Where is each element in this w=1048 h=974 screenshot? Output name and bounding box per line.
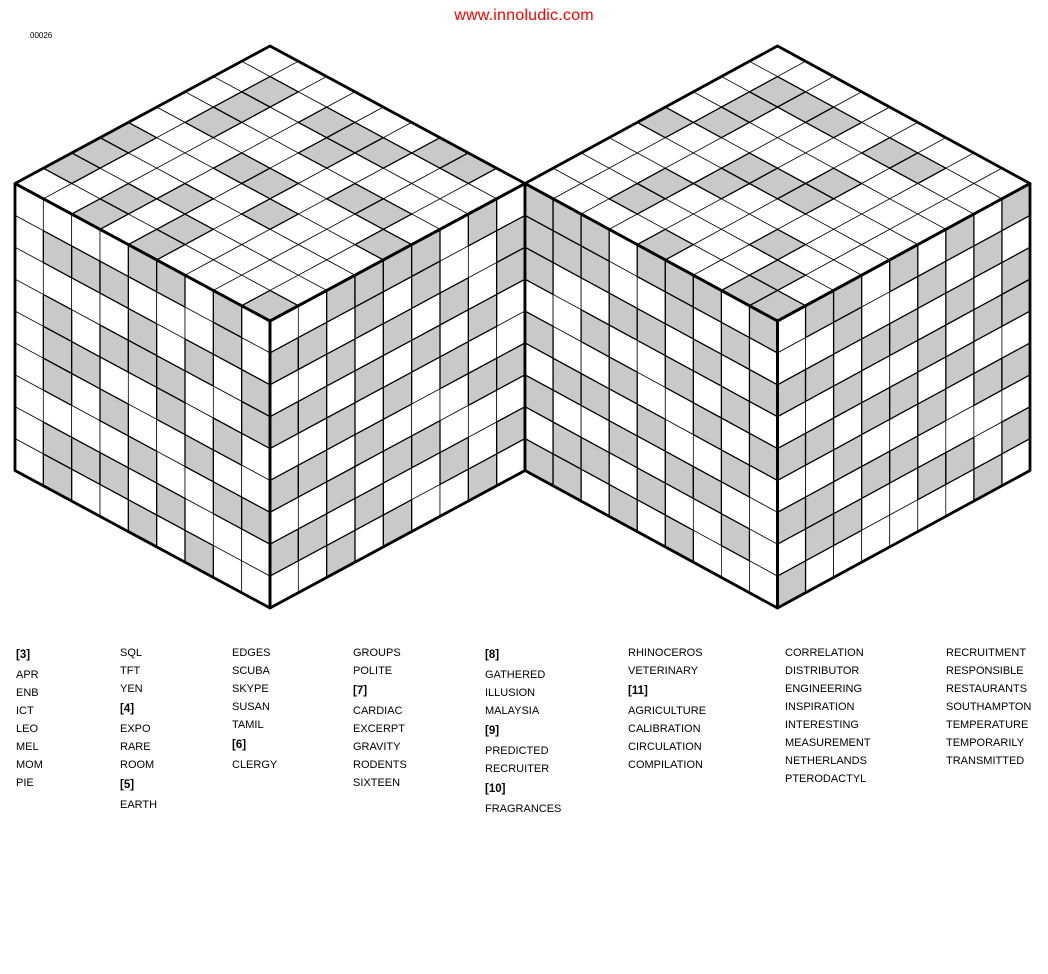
- word-item: CALIBRATION: [628, 723, 701, 735]
- word-item: SIXTEEN: [353, 777, 401, 789]
- word-list-column-5: [485, 644, 561, 818]
- word-item: ROOM: [120, 759, 155, 771]
- word-item: SOUTHAMPTON: [946, 701, 1032, 713]
- word-list-column-7: [785, 644, 871, 788]
- word-item: CARDIAC: [353, 705, 403, 717]
- word-item: APR: [16, 669, 39, 681]
- word-item: TAMIL: [232, 719, 264, 731]
- word-item: SQL: [120, 647, 143, 659]
- word-item: ENGINEERING: [785, 683, 863, 695]
- word-item: RESPONSIBLE: [946, 665, 1024, 677]
- puzzle-number: 00026: [30, 31, 53, 40]
- word-length-header: [10]: [485, 783, 506, 795]
- word-item: MEL: [16, 741, 39, 753]
- word-item: PTERODACTYL: [785, 773, 867, 785]
- word-item: TEMPORARILY: [946, 737, 1025, 749]
- site-title: www.innoludic.com: [454, 7, 594, 24]
- word-item: EDGES: [232, 647, 271, 659]
- word-item: RECRUITER: [485, 763, 550, 775]
- word-item: TFT: [120, 665, 141, 677]
- word-list-column-4: [353, 644, 407, 792]
- word-item: EARTH: [120, 799, 158, 811]
- word-item: SCUBA: [232, 665, 270, 677]
- word-length-header: [11]: [628, 685, 648, 697]
- word-length-header: [8]: [485, 649, 500, 661]
- word-item: MALAYSIA: [485, 705, 540, 717]
- word-item: PIE: [16, 777, 34, 789]
- word-item: LEO: [16, 723, 39, 735]
- word-item: MOM: [16, 759, 43, 771]
- word-item: ILLUSION: [485, 687, 536, 699]
- word-item: GATHERED: [485, 669, 546, 681]
- word-item: VETERINARY: [628, 665, 699, 677]
- word-item: SKYPE: [232, 683, 269, 695]
- word-length-header: [6]: [232, 739, 247, 751]
- word-item: TRANSMITTED: [946, 755, 1025, 767]
- word-length-header: [5]: [120, 779, 135, 791]
- word-item: CLERGY: [232, 759, 278, 771]
- word-item: MEASUREMENT: [785, 737, 871, 749]
- word-item: DISTRIBUTOR: [785, 665, 860, 677]
- word-item: INTERESTING: [785, 719, 859, 731]
- word-item: SUSAN: [232, 701, 270, 713]
- word-item: AGRICULTURE: [628, 705, 707, 717]
- word-length-header: [3]: [16, 649, 31, 661]
- word-item: RHINOCEROS: [628, 647, 703, 659]
- word-item: FRAGRANCES: [485, 803, 562, 815]
- word-item: COMPILATION: [628, 759, 703, 771]
- word-list-column-1: [16, 644, 43, 792]
- word-item: RODENTS: [353, 759, 407, 771]
- word-item: CORRELATION: [785, 647, 864, 659]
- word-item: RECRUITMENT: [946, 647, 1027, 659]
- word-item: GROUPS: [353, 647, 401, 659]
- word-item: RESTAURANTS: [946, 683, 1028, 695]
- word-item: NETHERLANDS: [785, 755, 867, 767]
- word-length-header: [4]: [120, 703, 135, 715]
- word-item: TEMPERATURE: [946, 719, 1029, 731]
- word-item: POLITE: [353, 665, 393, 677]
- word-item: RARE: [120, 741, 151, 753]
- word-length-header: [9]: [485, 725, 500, 737]
- word-list-column-8: [946, 644, 1031, 770]
- word-item: PREDICTED: [485, 745, 549, 757]
- word-length-header: [7]: [353, 685, 368, 697]
- word-item: YEN: [120, 683, 143, 695]
- word-item: GRAVITY: [353, 741, 401, 753]
- word-item: CIRCULATION: [628, 741, 702, 753]
- word-list-column-2: [120, 644, 157, 814]
- word-item: ICT: [16, 705, 34, 717]
- word-list-column-3: [232, 644, 277, 774]
- word-item: EXCERPT: [353, 723, 405, 735]
- word-item: INSPIRATION: [785, 701, 855, 713]
- word-item: ENB: [16, 687, 39, 699]
- word-item: EXPO: [120, 723, 151, 735]
- word-list-column-6: [628, 644, 706, 774]
